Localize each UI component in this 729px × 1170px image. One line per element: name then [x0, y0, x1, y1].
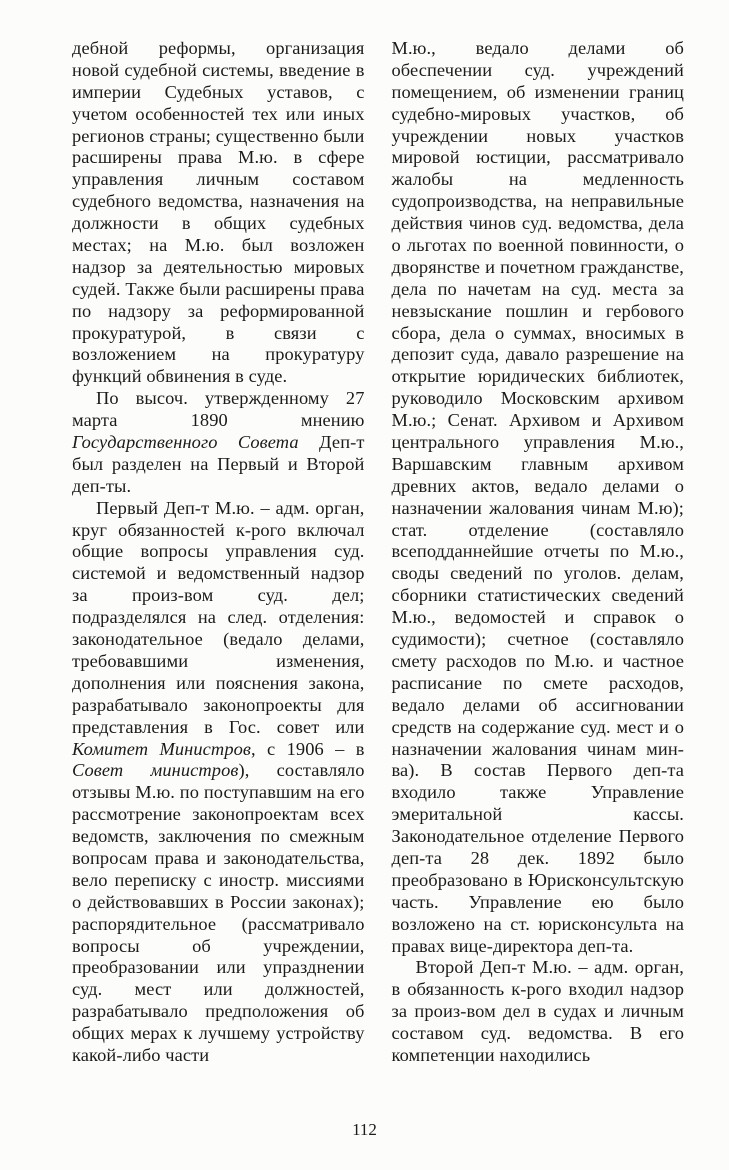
paragraph: [72, 498, 365, 1067]
text-run: Деп-т был разделен на Первый и Второй деп-ты.: [72, 432, 365, 496]
text-run: ), составляло отзывы М.ю. по поступавшим на его рассмотрение законопроектам всех ведомств, заключения по смежным вопросам права и законодательства, вело переписку с иностр. миссиями о действовавших в России законах); распорядительное (рассматривало вопросы об учреждении, преобразовании или упразднении суд. мест или должностей, разрабатывало предположения об общих мерах к лучшему устройству какой-либо части: [72, 760, 365, 1065]
text-column-right: [392, 38, 685, 1067]
italic-text-run: Комитет Министров: [72, 738, 251, 759]
paragraph: [72, 388, 365, 497]
page-number: 112: [352, 1120, 377, 1139]
text-run: дебной реформы, организация новой судебной системы, введение в империи Судебных уставов, с учетом особенностей тех или иных регионов страны; существенно были расширены права М.ю. в сфере управления личным составом судебного ведомства, назначения на должности в общих судебных местах; на М.ю. был возложен надзор за деятельностью мировых судей. Также были расширены права по надзору за реформированной прокуратурой, в связи с возложением на прокуратуру функций обвинения в суде.: [72, 38, 365, 387]
text-run: , с 1906 – в: [251, 738, 365, 759]
text-run: По высоч. утвержденному 27 марта 1890 мнению: [72, 388, 365, 431]
paragraph: [72, 38, 365, 388]
italic-text-run: Государственного Совета: [72, 432, 299, 453]
italic-text-run: Совет министров: [72, 760, 239, 781]
paragraph: [392, 38, 685, 957]
text-run: Первый Деп-т М.ю. – адм. орган, круг обязанностей к-рого включал общие вопросы управления суд. системой и ведомственный надзор за произ-вом суд. дел; подразделялся на след. отделения: законодательное (ведало делами, требовавшими изменения, дополнения или пояснения закона, разрабатывало законопроекты для представления в Гос. совет или: [72, 497, 365, 737]
text-run: М.ю., ведало делами об обеспечении суд. учреждений помещением, об изменении границ судебно-мировых участков, об учреждении новых участков мировой юстиции, рассматривало жалобы на медленность судопроизводства, на неправильные действия чинов суд. ведомства, дела о льготах по военной повинности, о дворянстве и почетном гражданстве, дела по начетам на суд. места за невзыскание пошлин и гербового сбора, дела о суммах, вносимых в депозит суда, давало разрешение на открытие юридических библиотек, руководило Московским архивом М.ю.; Сенат. Архивом и Архивом центрального управления М.ю., Варшавским главным архивом древних актов, ведало делами о назначении жалования чинам М.ю); стат. отделение (составляло всеподданнейшие отчеты по М.ю., своды сведений по уголов. делам, сборники статистических сведений М.ю., ведомостей и справок о судимости); счетное (составляло смету расходов по М.ю. и частное расписание по смете расходов, ведало делами об ассигновании средств на содержание суд. мест и о назначении жалования чинам мин-ва). В состав Первого деп-та входило также Управление эмеритальной кассы. Законодательное отделение Первого деп-та 28 дек. 1892 было преобразовано в Юрисконсультскую часть. Управление ею было возложено на ст. юрисконсульта на правах вице-директора деп-та.: [391, 38, 684, 956]
paragraph: [392, 957, 685, 1066]
text-column-left: [72, 38, 365, 1067]
two-column-text-block: [72, 38, 684, 1067]
text-run: Второй Деп-т М.ю. – адм. орган, в обязанность к-рого входил надзор за произ-вом дел в судах и личным составом суд. ведомства. В его компетенции находились: [391, 957, 684, 1065]
